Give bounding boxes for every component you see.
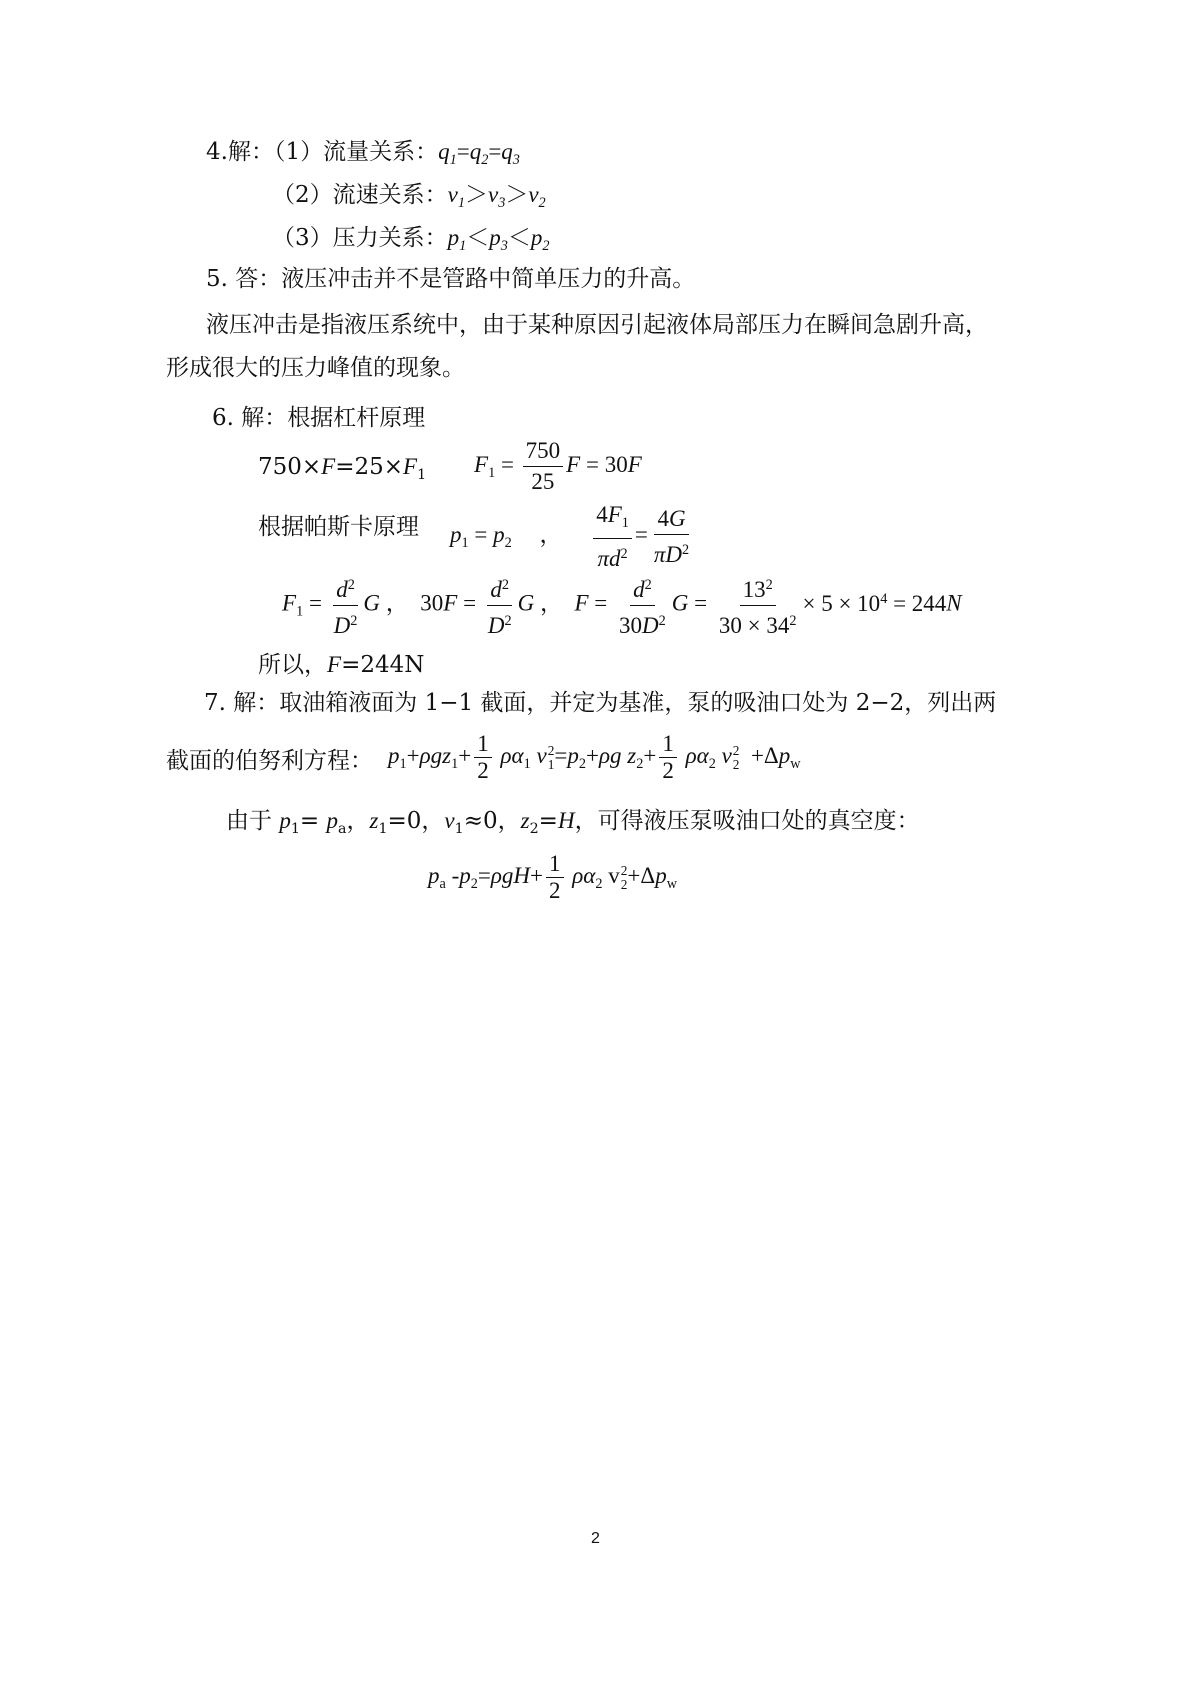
bernoulli-equation: $p_1+\rho gz_1+$ $\frac{1}{2}$ $\rho\alpha_1$ v 2 1 $=p_2+\rho g$ $z_2+$ $\frac{1}{2}$ $\rho\alpha_2$ v 2 2 $+\Delta p_w$ <box>388 731 801 783</box>
vacuum-equation: $p_a$ $-p_2=\rho gH+$ $\frac{1}{2}$ $\rho\alpha_2$ v 2 2 $+\Delta p_w$ <box>428 851 677 903</box>
q7-line-1: 7. 解：取油箱液面为 1−1 截面，并定为基准，泵的吸油口处为 2−2，列出两 <box>204 690 997 716</box>
fraction-750-25: $\frac{750}{25}$ <box>523 436 564 497</box>
q5-line-3: 形成很大的压力峰值的现象。 <box>166 355 465 381</box>
q5-line-1: 5. 答：液压冲击并不是管路中简单压力的升高。 <box>206 266 696 292</box>
pressure-relation: $p_1<p_3<p_2$ <box>447 225 550 254</box>
cond-prefix: 由于 <box>226 808 272 834</box>
q6-result: 所以，F=244N <box>258 652 425 678</box>
q5-line-2: 液压冲击是指液压系统中，由于某种原因引起液体局部压力在瞬间急剧升高， <box>206 312 988 338</box>
speed-relation: $v_1>v_3>v_2$ <box>447 182 546 211</box>
fraction-one-half-c: $\frac{1}{2}$ <box>546 851 564 904</box>
pascal-equation: $p_1 = p_2$ ， $\frac{4F_1}{\pi d^2}$ = $\frac{4G}{\pi D^2}$ <box>450 500 695 574</box>
q4-line-2 <box>272 180 546 218</box>
q4-head: 4.解：（1）流量关系： <box>206 139 439 165</box>
fraction-d2-30D2: $\frac{d^2}{30D^2}$ <box>616 570 669 641</box>
lever-equation: $750\times F=25\times F_1$ <box>258 454 427 483</box>
q4-speed-label: （2）流速关系： <box>272 182 448 208</box>
flow-relation: $q_1=q_2=q_3$ <box>438 139 520 168</box>
f1-equation: $F_1$ = $\frac{750}{25}$ F = 30F <box>474 436 642 497</box>
fraction-one-half-b: $\frac{1}{2}$ <box>659 731 677 784</box>
cond-suffix: ，可得液压泵吸油口处的真空度： <box>574 808 920 834</box>
q7-line-2-label: 截面的伯努利方程： <box>166 748 373 774</box>
fraction-d2-D2-a: $\frac{d^2}{D^2}$ <box>331 570 361 641</box>
q7-condition: 由于 $p_1= p_a$，$z_1=0$，$v_1\approx 0$，$z_2=H$，可得液压泵吸油口处的真空度： <box>226 808 920 837</box>
result-label: 所以， <box>258 652 327 678</box>
q4-line-1 <box>206 137 520 175</box>
q4-pressure-label: （3）压力关系： <box>272 225 448 251</box>
pascal-label: 根据帕斯卡原理 <box>258 514 419 540</box>
fraction-13sq-30x34sq: $\frac{13^2}{30 \times 34^2}$ <box>716 570 800 641</box>
fraction-one-half-a: $\frac{1}{2}$ <box>474 731 492 784</box>
page-number: 2 <box>591 1530 600 1547</box>
q4-line-3 <box>272 223 550 261</box>
calc-equation: $F_1$ = $\frac{d^2}{D^2}$ G ， 30F = $\frac{d^2}{D^2}$ G ， F = $\frac{d^2}{30D^2}$ G = $\frac{13^2}{30 \times 34^2}$ × $5 \times 10^4 = 244N$ <box>282 570 962 641</box>
fraction-4f1-pid2: $\frac{4F_1}{\pi d^2}$ <box>593 500 632 574</box>
q6-line-1: 6. 解：根据杠杆原理 <box>212 405 426 431</box>
fraction-4g-piD2: $\frac{4G}{\pi D^2}$ <box>653 506 690 567</box>
fraction-d2-D2-b: $\frac{d^2}{D^2}$ <box>485 570 515 641</box>
